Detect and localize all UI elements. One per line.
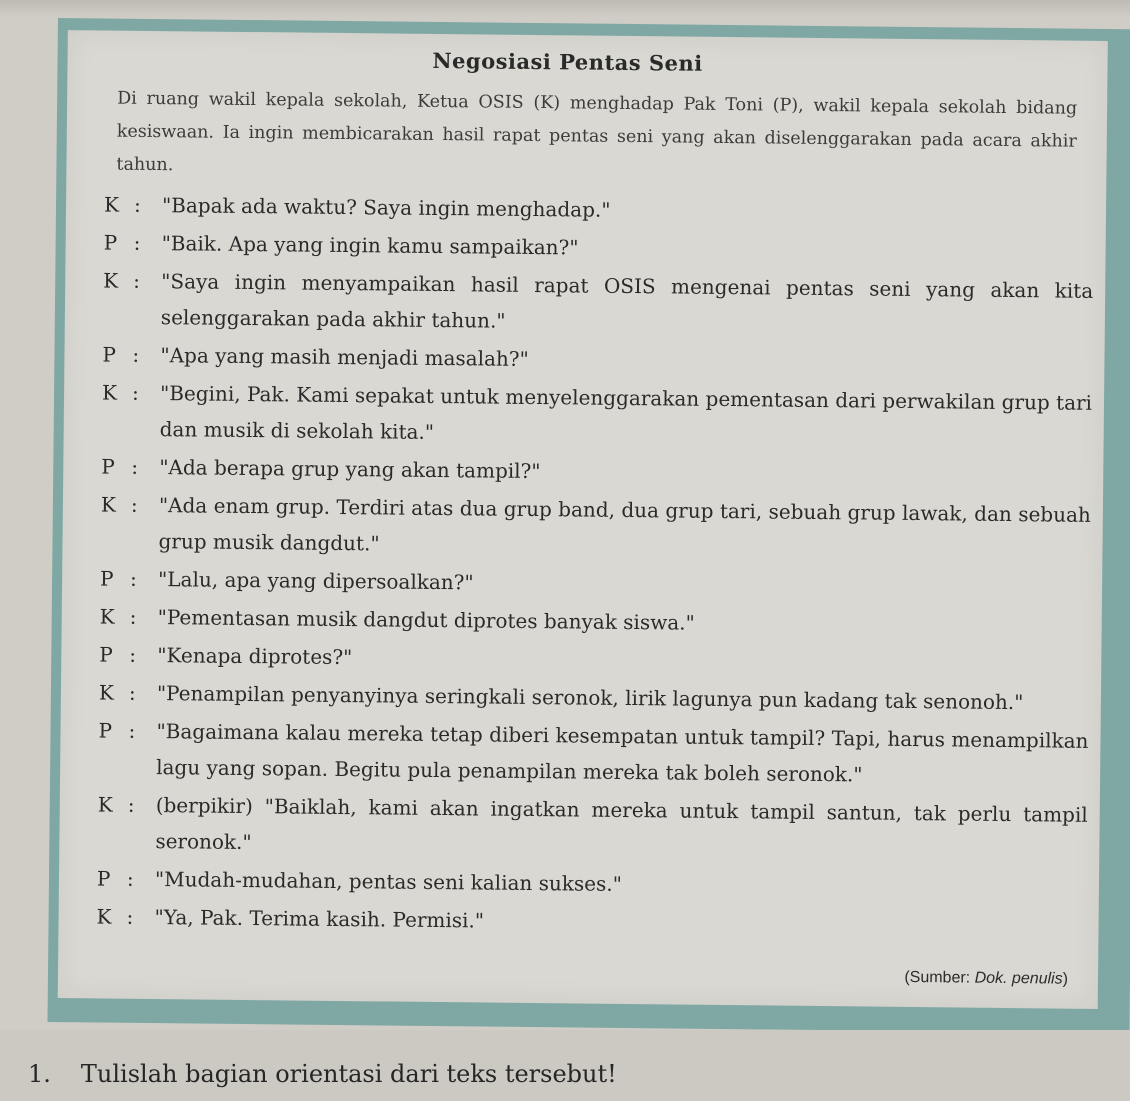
text-frame xyxy=(47,18,1130,1033)
utterance: "Apa yang masih menjadi masalah?" xyxy=(160,343,529,371)
source-prefix: (Sumber: xyxy=(904,968,975,987)
source-credit xyxy=(904,969,1068,989)
separator: : xyxy=(133,230,141,255)
speaker-label: P xyxy=(96,866,111,891)
page-title: Negosiasi Pentas Seni xyxy=(432,47,703,76)
speaker-label: K xyxy=(97,792,113,817)
speaker-label: P xyxy=(103,230,118,255)
utterance: "Baik. Apa yang ingin kamu sampaikan?" xyxy=(161,231,579,260)
dialogue-line xyxy=(100,486,1091,568)
separator: : xyxy=(126,866,134,891)
speaker-label: P xyxy=(101,454,115,479)
dialogue-line xyxy=(96,898,1086,944)
separator: : xyxy=(133,268,141,293)
separator: : xyxy=(133,192,141,217)
dialogue-line xyxy=(103,262,1094,344)
separator: : xyxy=(129,604,137,629)
separator: : xyxy=(128,680,136,705)
page-top-edge xyxy=(0,0,1130,18)
speaker-label: K xyxy=(103,192,120,217)
separator: : xyxy=(130,566,138,591)
separator: : xyxy=(131,454,139,479)
separator: : xyxy=(128,718,136,743)
utterance: "Kenapa diprotes?" xyxy=(157,643,353,670)
speaker-label: K xyxy=(101,380,118,405)
utterance: "Pementasan musik dangdut diprotes banyak siswa." xyxy=(157,605,695,635)
text-card xyxy=(58,30,1108,1009)
question-number: 1. xyxy=(28,1060,51,1088)
source-name: Dok. penulis xyxy=(974,969,1063,988)
utterance: "Bagaimana kalau mereka tetap diberi kesempatan untuk tampil? Tapi, harus menampilkan lagu yang sopan. Begitu pula penampilan mereka tak boleh seronok." xyxy=(156,719,1089,787)
utterance: "Bapak ada waktu? Saya ingin menghadap." xyxy=(161,193,611,222)
utterance: "Penampilan penyanyinya seringkali seronok, lirik lagunya pun kadang tak senonoh." xyxy=(156,681,1024,715)
speaker-label: K xyxy=(103,268,119,293)
speaker-label: K xyxy=(98,680,115,705)
question-text: Tulislah bagian orientasi dari teks tersebut! xyxy=(80,1060,617,1088)
speaker-label: P xyxy=(98,718,113,743)
source-suffix: ) xyxy=(1062,970,1069,988)
separator: : xyxy=(126,904,134,929)
question xyxy=(28,1060,617,1088)
utterance: "Ada enam grup. Terdiri atas dua grup band, dua grup tari, sebuah grup lawak, dan sebuah grup musik dangdut." xyxy=(158,493,1091,556)
speaker-label: P xyxy=(100,566,114,591)
utterance: (berpikir) "Baiklah, kami akan ingatkan mereka untuk tampil santun, tak perlu tampil seronok." xyxy=(155,793,1088,855)
utterance: "Mudah-mudahan, pentas seni kalian sukses." xyxy=(154,867,623,896)
speaker-label: K xyxy=(99,604,115,629)
utterance: "Saya ingin menyampaikan hasil rapat OSIS mengenai pentas seni yang akan kita selenggarakan pada akhir tahun." xyxy=(160,269,1094,333)
separator: : xyxy=(131,380,139,405)
dialogue-line xyxy=(97,786,1088,868)
speaker-label: K xyxy=(100,492,116,517)
separator: : xyxy=(129,642,137,667)
speaker-label: P xyxy=(99,642,113,667)
speaker-label: K xyxy=(96,904,112,929)
utterance: "Lalu, apa yang dipersoalkan?" xyxy=(158,567,474,595)
separator: : xyxy=(130,492,138,517)
speaker-label: P xyxy=(102,342,117,367)
orientation-paragraph: Di ruang wakil kepala sekolah, Ketua OSIS (K) menghadap Pak Toni (P), wakil kepala sekolah bidang kesiswaan. Ia ingin membicarakan hasil rapat pentas seni yang akan diselenggarakan pada acara akhir tahun. xyxy=(116,88,1078,176)
dialogue-line xyxy=(98,712,1089,794)
dialogue-line xyxy=(102,374,1093,456)
separator: : xyxy=(127,792,135,817)
utterance: "Ada berapa grup yang akan tampil?" xyxy=(159,455,541,484)
separator: : xyxy=(132,342,140,367)
utterance: "Ya, Pak. Terima kasih. Permisi." xyxy=(154,905,485,933)
dialogue xyxy=(96,186,1094,946)
utterance: "Begini, Pak. Kami sepakat untuk menyelenggarakan pementasan dari perwakilan grup tari dan musik di sekolah kita." xyxy=(159,381,1093,444)
